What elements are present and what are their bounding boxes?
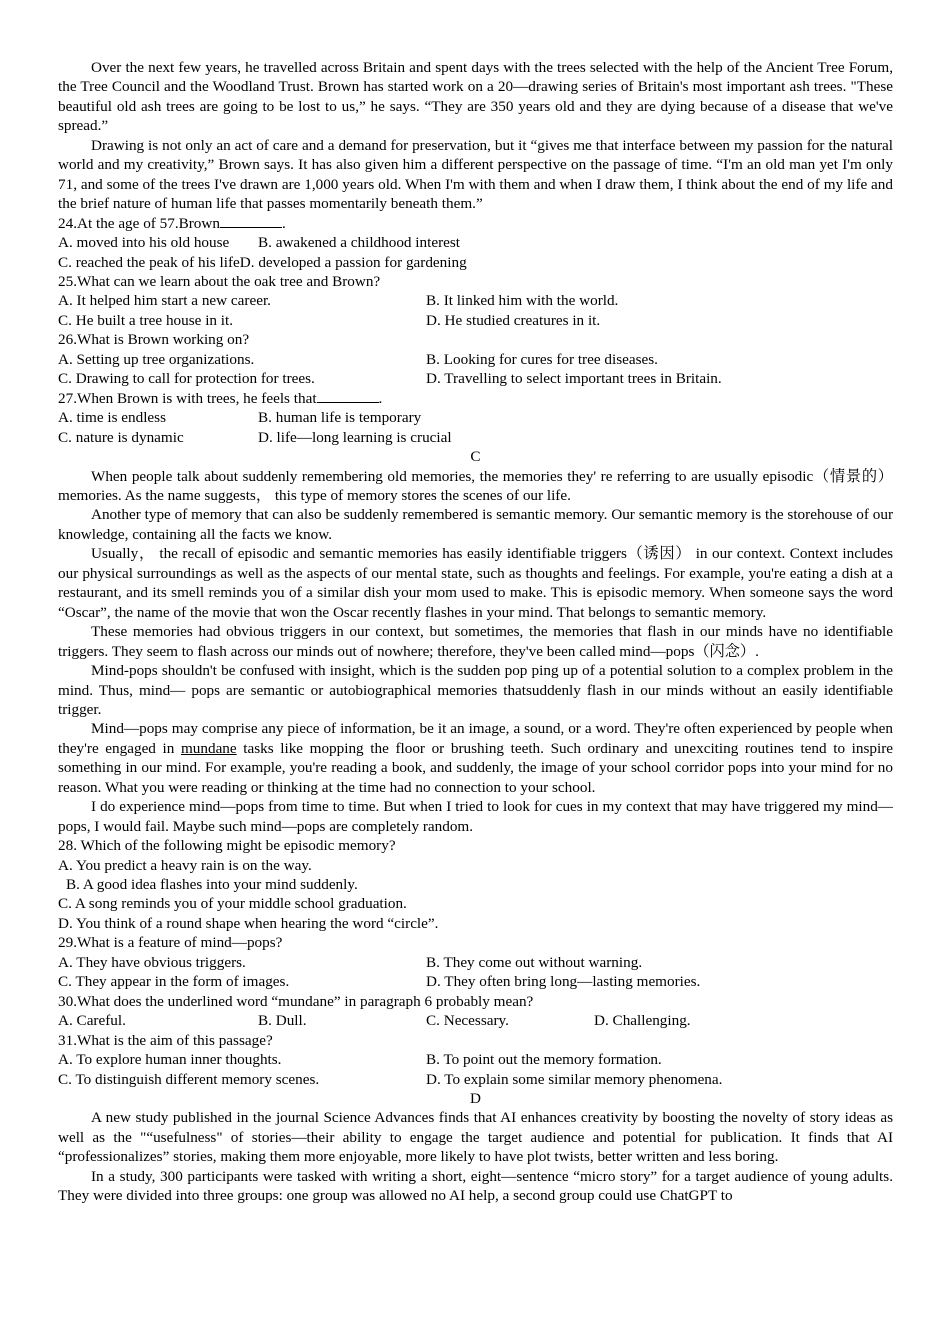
paragraph: When people talk about suddenly remembering old memories, the memories they' re referring to are usually episodic（情景的）memories. As the name suggests， this type of memory stores the scenes of our life. <box>58 467 893 504</box>
option-b: B. Dull. <box>258 1012 307 1030</box>
option-a: A. To explore human inner thoughts. <box>58 1051 282 1069</box>
question-27 <box>58 389 893 408</box>
paragraph: Drawing is not only an act of care and a demand for preservation, but it “gives me that interface between my passion for the natural world and my creativity,” Brown says. It has also given him a different perspective on the passage of time. “I'm an old man yet I'm only 71, and some of the trees I've drawn are 1,000 years old. When I'm with them and when I draw them, I think about the end of my life and the brief nature of human life that passes momentarily beneath them.” <box>58 136 893 213</box>
option-d: D. developed a passion for gardening <box>239 253 467 271</box>
question-stem: 27.When Brown is with trees, he feels that <box>58 389 317 407</box>
option-d: D. You think of a round shape when hearing the word “circle”. <box>58 914 439 932</box>
option-a: A. Setting up tree organizations. <box>58 350 255 368</box>
options-25 <box>58 291 893 330</box>
question-stem: 24.At the age of 57.Brown <box>58 214 220 232</box>
option-a: A. Careful. <box>58 1012 126 1030</box>
option-c: C. To distinguish different memory scenes. <box>58 1070 320 1088</box>
option-a: A. moved into his old house <box>58 234 230 252</box>
section-heading-c: C <box>470 448 481 466</box>
option-a: A. You predict a heavy rain is on the way. <box>58 856 312 874</box>
paragraph <box>58 719 893 797</box>
options-24-cd <box>58 253 893 272</box>
paragraph: I do experience mind—pops from time to time. But when I tried to look for cues in my context that may have triggered my mind—pops, I would fail. Maybe such mind—pops are completely random. <box>58 798 893 835</box>
question-26: 26.What is Brown working on? <box>58 331 250 349</box>
answer-blank <box>317 389 379 403</box>
option-b: B. human life is temporary <box>258 409 422 427</box>
option-d: D. Challenging. <box>594 1012 691 1030</box>
option-b: B. awakened a childhood interest <box>258 234 461 252</box>
question-24 <box>58 214 893 233</box>
option-c: C. nature is dynamic <box>58 428 184 446</box>
options-30 <box>58 1011 893 1030</box>
option-d: D. Travelling to select important trees in Britain. <box>426 370 722 388</box>
option-c: C. A song reminds you of your middle school graduation. <box>58 895 407 913</box>
paragraph: A new study published in the journal Science Advances finds that AI enhances creativity by boosting the novelty of story ideas as well as the "“usefulness" of stories—their ability to engage the target audience and potential for publication. It finds that AI “professionalizes” stories, making them more enjoyable, more likely to have plot twists, better written and less boring. <box>58 1109 893 1166</box>
section-heading-d: D <box>470 1090 481 1108</box>
paragraph: In a study, 300 participants were tasked with writing a short, eight—sentence “micro story” for a target audience of young adults. They were divided into three groups: one group was allowed no AI help, a second group could use ChatGPT to <box>58 1167 893 1205</box>
stem-end: . <box>378 389 383 407</box>
question-25: 25.What can we learn about the oak tree and Brown? <box>58 272 381 290</box>
paragraph: Another type of memory that can also be suddenly remembered is semantic memory. Our semantic memory is the storehouse of our knowledge, containing all the facts we know. <box>58 506 893 543</box>
option-d: D. He studied creatures in it. <box>426 311 601 329</box>
option-b: B. A good idea flashes into your mind suddenly. <box>66 876 358 894</box>
option-c: C. reached the peak of his life <box>58 253 240 271</box>
option-a: A. time is endless <box>58 409 166 427</box>
option-d: D. To explain some similar memory phenomena. <box>426 1070 723 1088</box>
option-c: C. Necessary. <box>426 1012 509 1030</box>
text-run: tasks like mopping the floor or brushing teeth. Such ordinary and unexciting routines tend to inspire something in our mind. For example, you're reading a book, and suddenly, the image of your school corridor pops into your mind for no reason. What you were reading or thinking at the time had no connection to your school. <box>58 739 893 796</box>
question-29: 29.What is a feature of mind—pops? <box>58 934 283 952</box>
options-27 <box>58 408 893 447</box>
options-26 <box>58 350 893 389</box>
option-b: B. To point out the memory formation. <box>426 1051 662 1069</box>
option-c: C. Drawing to call for protection for trees. <box>58 370 315 388</box>
option-a: A. It helped him start a new career. <box>58 292 271 310</box>
document-page <box>58 58 893 1206</box>
question-28: 28. Which of the following might be episodic memory? <box>58 837 396 855</box>
option-d: D. They often bring long—lasting memories. <box>426 973 701 991</box>
option-c: C. He built a tree house in it. <box>58 311 234 329</box>
paragraph: Mind-pops shouldn't be confused with insight, which is the sudden pop ping up of a potential solution to a complex problem in the mind. Thus, mind— pops are semantic or autobiographical memories thatsuddenly flash in our minds without an easily identifiable trigger. <box>58 662 893 718</box>
option-b: B. They come out without warning. <box>426 953 643 971</box>
option-c: C. They appear in the form of images. <box>58 973 290 991</box>
option-a: A. They have obvious triggers. <box>58 953 246 971</box>
paragraph: Usually， the recall of episodic and semantic memories has easily identifiable triggers（诱因） in our context. Context includes our physical surroundings as well as the aspects of our mental state, such as thoughts and feelings. For example, you're eating a dish at a restaurant, and its smell reminds you of a similar dish your mom used to make. This is episodic memory. When someone says the word “Oscar”, the name of the movie that won the Oscar recently flashes in your mind. That belongs to semantic memory. <box>58 545 893 621</box>
answer-blank <box>220 214 282 228</box>
underlined-word: mundane <box>180 739 237 757</box>
option-b: B. Looking for cures for tree diseases. <box>426 350 658 368</box>
option-b: B. It linked him with the world. <box>426 292 619 310</box>
paragraph: Over the next few years, he travelled across Britain and spent days with the trees selected with the help of the Ancient Tree Forum, the Tree Council and the Woodland Trust. Brown has started work on a 20—drawing series of Britain's most important ash trees. "These beautiful old ash trees are going to be lost to us,” he says. “They are 350 years old and they are dying because of a disease that we've spread.” <box>58 59 893 135</box>
options-31 <box>58 1050 893 1089</box>
paragraph: These memories had obvious triggers in our context, but sometimes, the memories that flash in our minds have no identifiable triggers. They seem to flash across our minds out of nowhere; therefore, they've been called mind—pops（闪念）. <box>58 623 893 660</box>
option-d: D. life—long learning is crucial <box>258 428 452 446</box>
question-31: 31.What is the aim of this passage? <box>58 1031 273 1049</box>
stem-end: . <box>281 214 286 232</box>
question-30: 30.What does the underlined word “mundane” in paragraph 6 probably mean? <box>58 992 534 1010</box>
options-24 <box>58 233 893 252</box>
text-run: Mind—pops may comprise any piece of information, be it an image, a sound, or a word. They're often experienced by people when they're engaged in <box>58 720 893 757</box>
options-29 <box>58 953 893 992</box>
